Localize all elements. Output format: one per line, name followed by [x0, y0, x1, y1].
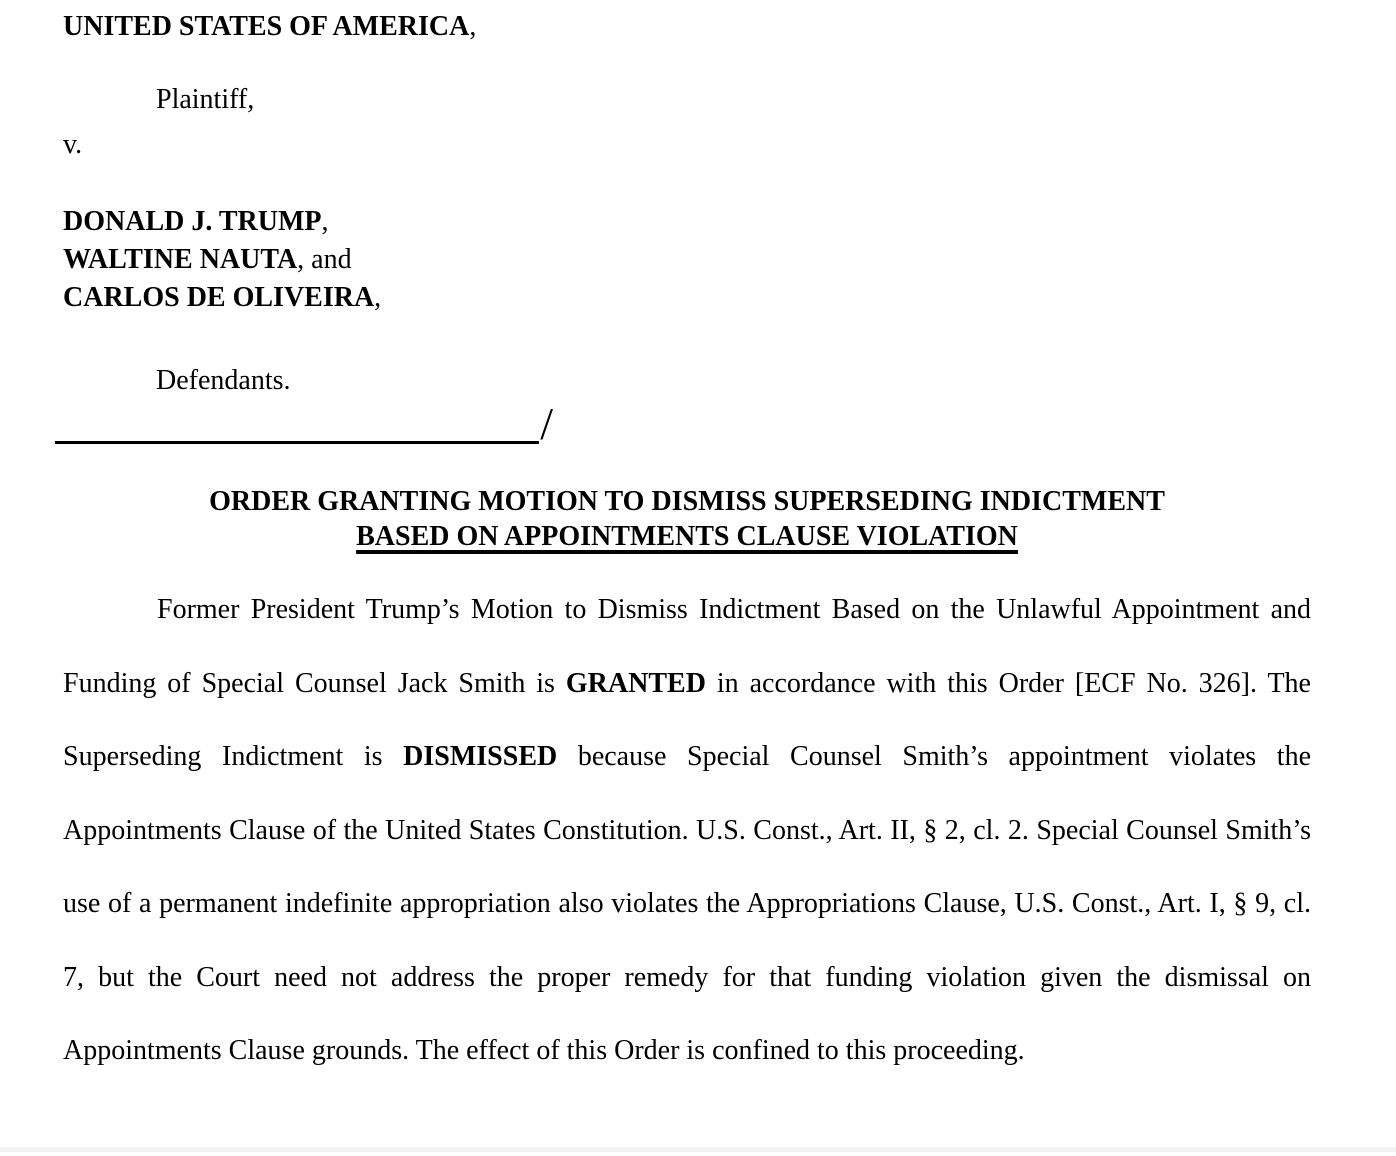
plaintiff-name: UNITED STATES OF AMERICA [63, 11, 470, 42]
plaintiff-role-label: Plaintiff, [156, 84, 255, 115]
defendant-name-suffix: , [321, 206, 329, 237]
defendant-name: CARLOS DE OLIVEIRA [63, 282, 375, 313]
order-body-paragraph [63, 573, 1311, 1088]
granted-keyword: GRANTED [565, 667, 706, 699]
caption-rule [55, 398, 553, 449]
dismissed-keyword: DISMISSED [403, 741, 558, 772]
defendant-name-line [63, 279, 1311, 317]
order-title [63, 484, 1311, 554]
caption-slash: / [540, 398, 553, 449]
defendant-name-line [63, 203, 1311, 241]
body-text-segment: Former President Trump’s Motion to Dismiss Indictment Based on the Unlawful Appointment and Funding of Special Counsel Jack Smith is [63, 594, 1311, 699]
defendant-name: WALTINE NAUTA [63, 244, 298, 275]
plaintiff-name-suffix: , [469, 11, 477, 42]
page-bottom-edge [0, 1147, 1396, 1152]
defendant-name-line [63, 241, 1311, 279]
body-text-segment: in accordance with this Order [ECF No. 326]. The Superseding Indictment is [63, 667, 1311, 772]
body-text-segment: because Special Counsel Smith’s appointment violates the Appointments Clause of the United States Constitution. U.S. Const., Art. II, § 2, cl. 2. Special Counsel Smith’s use of a permanent indefinite appropriation also violates the Appropriations Clause, U.S. Const., Art. I, § 9, cl. 7, but the Court need not address the proper remedy for that funding violation given the dismissal on Appointments Clause grounds. The effect of this Order is confined to this proceeding. [63, 741, 1312, 1066]
defendant-name-suffix: , and [297, 244, 352, 275]
plaintiff-name-line [63, 8, 1311, 46]
case-caption [63, 8, 1311, 449]
versus-label: v. [63, 129, 83, 160]
defendant-name-suffix: , [374, 282, 382, 313]
defendants-role-label: Defendants. [156, 365, 291, 396]
order-title-line1: ORDER GRANTING MOTION TO DISMISS SUPERSEDING INDICTMENT [209, 486, 1165, 517]
order-title-line2: BASED ON APPOINTMENTS CLAUSE VIOLATION [356, 521, 1018, 552]
defendant-name: DONALD J. TRUMP [63, 206, 322, 237]
defendants-name-block [63, 203, 1311, 317]
